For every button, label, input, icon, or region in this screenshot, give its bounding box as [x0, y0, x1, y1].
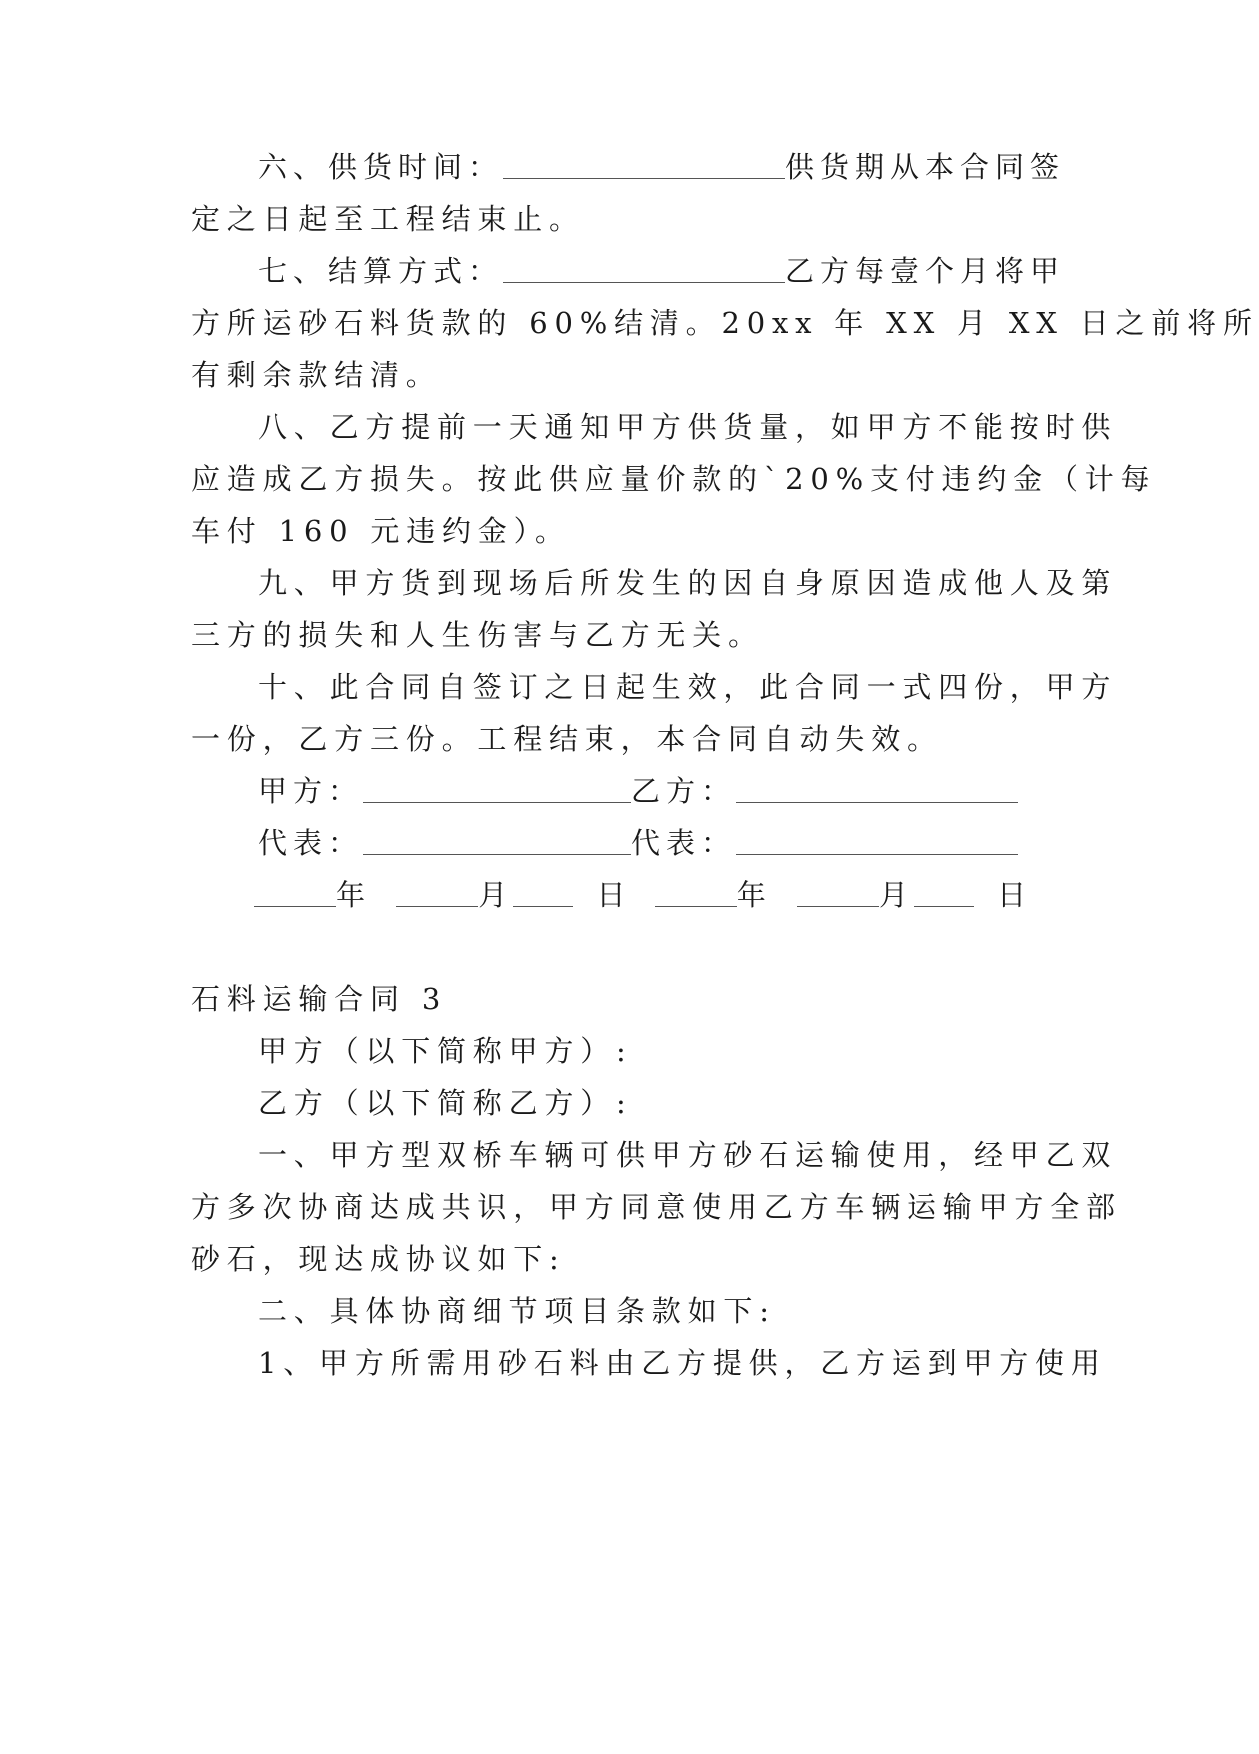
month-a-label: 月: [478, 878, 514, 912]
section-six-line1: [258, 138, 1065, 196]
contract3-clause-one-line2: 方多次协商达成共识，甲方同意使用乙方车辆运输甲方全部: [191, 1190, 1122, 1224]
contract3-clause-one-line3: 砂石，现达成协议如下:: [191, 1242, 566, 1276]
section-eight-line3: 车付 160 元违约金）。: [191, 514, 571, 548]
settlement-blank: [503, 281, 785, 283]
section-six-after: 供货期从本合同签: [785, 150, 1066, 184]
day-b-label: 日: [997, 878, 1033, 912]
year-b-label: 年: [736, 878, 772, 912]
contract3-party-a: 甲方（以下简称甲方）:: [258, 1034, 633, 1068]
section-eight-line1: 八、乙方提前一天通知甲方供货量，如甲方不能按时供: [258, 410, 1118, 444]
section-seven-label: 七、结算方式：: [258, 254, 504, 288]
section-seven-after: 乙方每壹个月将甲: [785, 254, 1066, 288]
section-eight-line2: 应造成乙方损失。按此供应量价款的`20%支付违约金（计每: [191, 462, 1157, 496]
party-b-label: 乙方：: [631, 774, 737, 808]
month-b-blank: [797, 905, 879, 907]
representative-row: [258, 814, 1018, 872]
year-a-blank: [254, 905, 336, 907]
rep-b-blank: [736, 853, 1018, 855]
party-a-blank: [363, 801, 631, 803]
section-six-label: 六、供货时间：: [258, 150, 504, 184]
rep-b-label: 代表：: [631, 826, 737, 860]
day-b-blank: [914, 905, 974, 907]
section-nine-line1: 九、甲方货到现场后所发生的因自身原因造成他人及第: [258, 566, 1118, 600]
section-ten-line2: 一份，乙方三份。工程结束，本合同自动失效。: [191, 722, 943, 756]
year-b-blank: [655, 905, 737, 907]
contract3-clause-one-line1: 一、甲方型双桥车辆可供甲方砂石运输使用，经甲乙双: [258, 1138, 1118, 1172]
year-a-label: 年: [336, 878, 372, 912]
rep-a-label: 代表：: [258, 826, 364, 860]
contract3-item-one: 1、甲方所需用砂石料由乙方提供，乙方运到甲方使用: [258, 1346, 1107, 1380]
date-row: [254, 866, 1032, 924]
rep-a-blank: [363, 853, 631, 855]
day-a-blank: [513, 905, 573, 907]
section-nine-line2: 三方的损失和人生伤害与乙方无关。: [191, 618, 764, 652]
party-b-blank: [736, 801, 1018, 803]
section-seven-line3: 有剩余款结清。: [191, 358, 442, 392]
contract3-title: 石料运输合同 3: [191, 982, 448, 1016]
day-a-label: 日: [596, 878, 632, 912]
section-six-line2: 定之日起至工程结束止。: [191, 202, 585, 236]
contract3-party-b: 乙方（以下简称乙方）:: [258, 1086, 633, 1120]
section-seven-line1: [258, 242, 1065, 300]
section-seven-line2: 方所运砂石料货款的 60%结清。20xx 年 XX 月 XX 日之前将所: [191, 306, 1259, 340]
supply-time-blank: [503, 177, 785, 179]
section-ten-line1: 十、此合同自签订之日起生效，此合同一式四份，甲方: [258, 670, 1118, 704]
party-signature-row: [258, 762, 1018, 820]
month-a-blank: [396, 905, 478, 907]
party-a-label: 甲方：: [258, 774, 364, 808]
month-b-label: 月: [878, 878, 914, 912]
contract3-clause-two: 二、具体协商细节项目条款如下:: [258, 1294, 776, 1328]
